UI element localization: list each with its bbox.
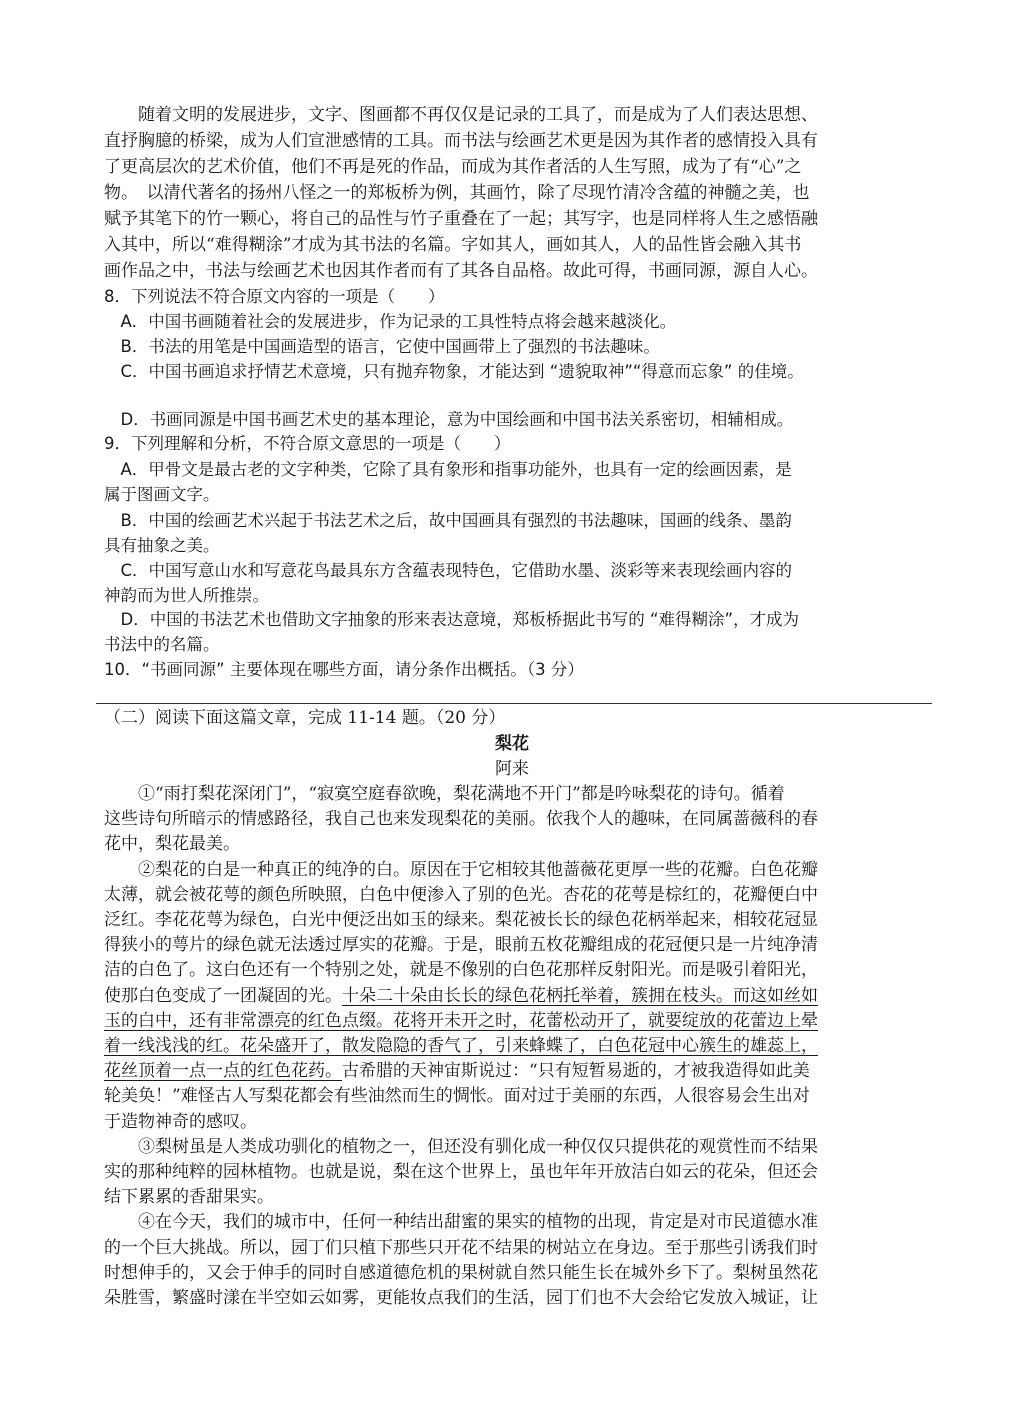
question-9-option-b: B．中国的绘画艺术兴起于书法艺术之后，故中国画具有强烈的书法趣味，国画的线条、墨韵: [104, 511, 792, 530]
article-line: [104, 1286, 934, 1310]
article-text: 泛红。李花花萼为绿色，白光中便泛出如玉的绿来。梨花被长长的绿色花柄举起来，相较花冠显: [104, 910, 818, 930]
article-text: 时想伸手的，又会于伸手的同时自感道德危机的果树就自然只能生长在城外乡下了。梨树虽然花: [104, 1262, 818, 1283]
question-9-option-a: A．甲骨文是最古老的文字种类，它除了具有象形和指事功能外，也具有一定的绘画因素，是: [104, 460, 792, 479]
underlined-text: 花丝顶着一点一点的红色花药。: [104, 1061, 342, 1082]
article-text: 实的那种纯粹的园林植物。也就是说，梨在这个世界上，虽也年年开放洁白如云的花朵，但还会: [104, 1162, 818, 1182]
article-line: [104, 1009, 934, 1033]
article-line: [104, 1084, 934, 1108]
article-line: [104, 1110, 934, 1134]
passage1-line: 画作品之中，书法与绘画艺术也因其作者而有了其各自品格。故此可得，书画同源，源自人心。: [104, 261, 818, 281]
article-text: 朵胜雪，繁盛时漾在半空如云如雾，更能妆点我们的生活，园丁们也不大会给它发放入城证，让: [104, 1288, 818, 1308]
article-line: [104, 1034, 934, 1058]
article-line: [104, 883, 934, 907]
underlined-text: 玉的白中，还有非常漂亮的红色点缀。花将开未开之时，花蕾松动开了，就要绽放的花蕾边上晕: [104, 1010, 818, 1031]
article-text: 太薄，就会被花萼的颜色所映照，白色中便渗入了别的色光。杏花的花萼是棕红的，花瓣便白中: [104, 884, 818, 905]
article-line: [104, 1160, 934, 1184]
article-text: ③梨树虽是人类成功驯化的植物之一，但还没有驯化成一种仅仅只提供花的观赏性而不结果: [104, 1136, 818, 1157]
passage1-line: 了更高层次的艺术价值，他们不再是死的作品，而成为其作者活的人生写照，成为了有“心”之: [104, 157, 802, 177]
article-line: [104, 807, 934, 831]
article-line: [104, 782, 934, 806]
article-text: 使那白色变成了一团凝固的光。: [104, 985, 342, 1006]
passage1-line: 入其中，所以“难得糊涂”才成为其书法的名篇。字如其人，画如其人，人的品性皆会融入其书: [104, 235, 802, 255]
underlined-text: 着一线浅浅的红。花朵盛开了，散发隐隐的香气了，引来蜂蝶了，白色花冠中心簇生的雄蕊上，: [104, 1036, 818, 1056]
article-line: [104, 858, 934, 882]
article-line: [104, 1210, 934, 1234]
question-9-option-c: C．中国写意山水和写意花鸟最具东方含蕴表现特色，它借助水墨、淡彩等来表现绘画内容的: [104, 561, 793, 580]
question-8-option-d: D．书画同源是中国书画艺术史的基本理论，意为中国绘画和中国书法关系密切，相辅相成。: [104, 410, 794, 429]
article-text: 得狭小的萼片的绿色就无法透过厚实的花瓣。于是，眼前五枚花瓣组成的花冠便只是一片纯净清: [104, 935, 818, 956]
article-title: 梨花: [495, 734, 529, 754]
question-9-option-d-cont: 书法中的名篇。: [104, 635, 220, 654]
question-8-option-c: C．中国书画追求抒情艺术意境，只有抛弃物象，才能达到 “遗貌取神”“得意而忘象” 的佳境。: [104, 362, 804, 381]
article-line: [104, 908, 934, 932]
question-9-option-c-cont: 神韵而为世人所推崇。: [104, 586, 269, 605]
article-line: [104, 1236, 934, 1260]
article-line: [104, 1135, 934, 1159]
underlined-text: 十朵二十朵由长长的绿色花柄托举着，簇拥在枝头。而这如丝如: [342, 985, 818, 1006]
section2-header: （二）阅读下面这篇文章，完成 11-14 题。（20 分）: [104, 708, 506, 728]
article-text: 洁的白色了。这白色还有一个特别之处，就是不像别的白色花那样反射阳光。而是吸引着阳光，: [104, 960, 818, 981]
question-9-option-d: D．中国的书法艺术也借助文字抽象的形来表达意境，郑板桥据此书写的 “难得糊涂”，才成为: [104, 610, 800, 629]
article-line: [104, 1261, 934, 1285]
article-text: 这些诗句所暗示的情感路径，我自己也来发现梨花的美丽。依我个人的趣味，在同属蔷薇科的春: [104, 809, 818, 830]
article-line: [104, 933, 934, 957]
section-divider: [96, 703, 932, 704]
article-line: [104, 984, 934, 1008]
passage1-line: 随着文明的发展进步，文字、图画都不再仅仅是记录的工具了，而是成为了人们表达思想、: [104, 105, 818, 125]
passage1-line: 赋予其笔下的竹一颗心，将自己的品性与竹子重叠在了一起；其写字，也是同样将人生之感悟融: [104, 209, 818, 229]
article-text: 结下累累的香甜果实。: [104, 1187, 274, 1208]
question-8-option-a: A．中国书画随着社会的发展进步，作为记录的工具性特点将会越来越淡化。: [104, 312, 677, 331]
question-9-option-a-cont: 属于图画文字。: [104, 485, 220, 504]
article-author: 阿来: [495, 759, 529, 779]
article-text: 的一个巨大挑战。所以，园丁们只植下那些只开花不结果的树站立在身边。至于那些引诱我们时: [104, 1237, 818, 1258]
article-text: 于造物神奇的感叹。: [104, 1111, 257, 1132]
article-text: ②梨花的白是一种真正的纯净的白。原因在于它相较其他蔷薇花更厚一些的花瓣。白色花瓣: [104, 859, 818, 880]
article-text: ①“雨打梨花深闭门”，“寂寞空庭春欲晚，梨花满地不开门”都是吟咏梨花的诗句。循着: [104, 784, 785, 804]
article-text: 古希腊的天神宙斯说过：“只有短暂易逝的，才被我造得如此美: [342, 1061, 810, 1082]
article-line: [104, 1185, 934, 1209]
passage1-line: 物。 以清代著名的扬州八怪之一的郑板桥为例，其画竹，除了尽现竹清冷含蕴的神髓之美，也: [104, 183, 810, 203]
question-9-option-b-cont: 具有抽象之美。: [104, 536, 220, 555]
article-line: [104, 958, 934, 982]
question-10-stem: 10．“书画同源” 主要体现在哪些方面，请分条作出概括。（3 分）: [104, 660, 584, 679]
question-8-stem: 8．下列说法不符合原文内容的一项是（ ）: [104, 287, 445, 306]
article-line: [104, 832, 934, 856]
article-text: 花中，梨花最美。: [104, 834, 240, 855]
article-text: ④在今天，我们的城市中，任何一种结出甜蜜的果实的植物的出现，肯定是对市民道德水准: [104, 1212, 818, 1233]
article-line: [104, 1059, 934, 1083]
article-text: 轮美奂！”难怪古人写梨花都会有些油然而生的惆怅。面对过于美丽的东西，人很容易会生出对: [104, 1086, 810, 1107]
question-8-option-b: B．书法的用笔是中国画造型的语言，它使中国画带上了强烈的书法趣味。: [104, 337, 660, 356]
passage1-line: 直抒胸臆的桥梁，成为人们宣泄感情的工具。而书法与绘画艺术更是因为其作者的感情投入具有: [104, 131, 818, 151]
question-9-stem: 9．下列理解和分析，不符合原文意思的一项是（ ）: [104, 434, 511, 453]
